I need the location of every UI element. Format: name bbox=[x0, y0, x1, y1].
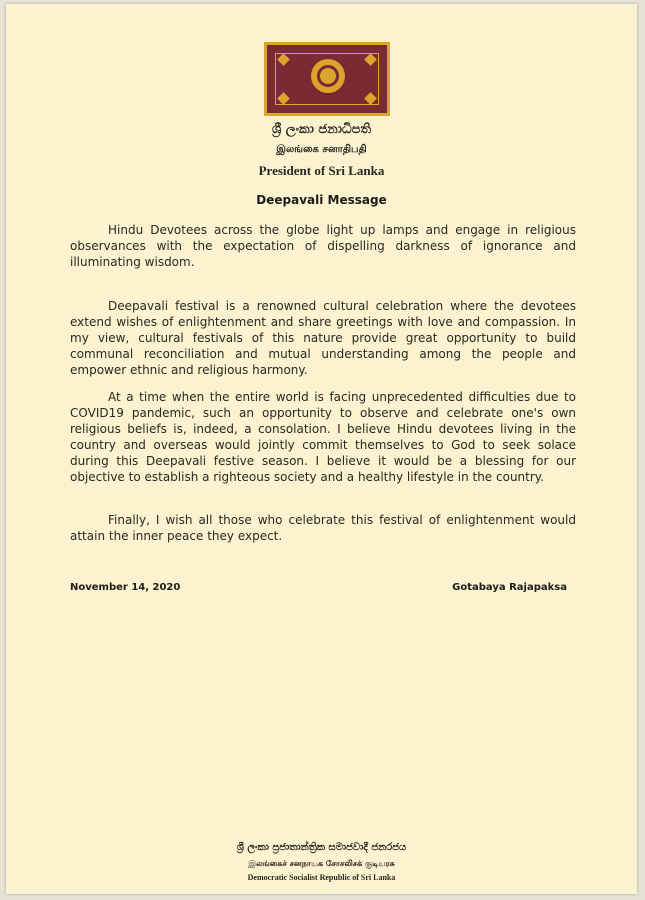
paragraph-4: Finally, I wish all those who celebrate this festival of enlightenment would attain the inner peace they expect. bbox=[70, 513, 576, 543]
dharma-wheel-icon bbox=[311, 59, 345, 93]
header-tamil: இலங்கை சனாதிபதி bbox=[276, 144, 367, 155]
paragraph-2: Deepavali festival is a renowned cultural celebration where the devotees extend wishes of enlightenment and share greetings with love and compassion. In my view, cultural festivals of this nature provide great opportunity to build communal reconciliation and mutual understanding among the people and empower ethnic and religious harmony. bbox=[70, 299, 576, 377]
presidential-flag-logo bbox=[264, 42, 390, 116]
header-sinhala: ශ්‍රී ලංකා ජනාධිපති bbox=[271, 122, 372, 137]
footer-english: Democratic Socialist Republic of Sri Lanka bbox=[247, 873, 396, 882]
header-english: President of Sri Lanka bbox=[258, 163, 385, 178]
paragraph-3: At a time when the entire world is facing unprecedented difficulties due to COVID19 pandemic, such an opportunity to observe and celebrate one's own religious beliefs is, indeed, a consolation. I believe Hindu devotees living in the country and overseas would jointly commit themselves to God to seek solace during this Deepavali festive season. I believe it would be a blessing for our objective to establish a righteous society and a healthy lifestyle in the country. bbox=[70, 390, 576, 484]
message-title: Deepavali Message bbox=[256, 193, 387, 207]
paragraph-1: Hindu Devotees across the globe light up lamps and engage in religious observances with the expectation of dispelling darkness of ignorance and illuminating wisdom. bbox=[70, 223, 576, 269]
message-date: November 14, 2020 bbox=[70, 582, 181, 593]
footer-tamil: இலங்கைச் சனநாயக சோசலிசக் குடியரசு bbox=[248, 859, 395, 868]
signer-name: Gotabaya Rajapaksa bbox=[452, 582, 567, 593]
letter-page bbox=[6, 4, 637, 894]
footer-sinhala: ශ්‍රී ලංකා ප්‍රජාතාන්ත්‍රික සමාජවාදී ජනරජය bbox=[236, 842, 407, 853]
